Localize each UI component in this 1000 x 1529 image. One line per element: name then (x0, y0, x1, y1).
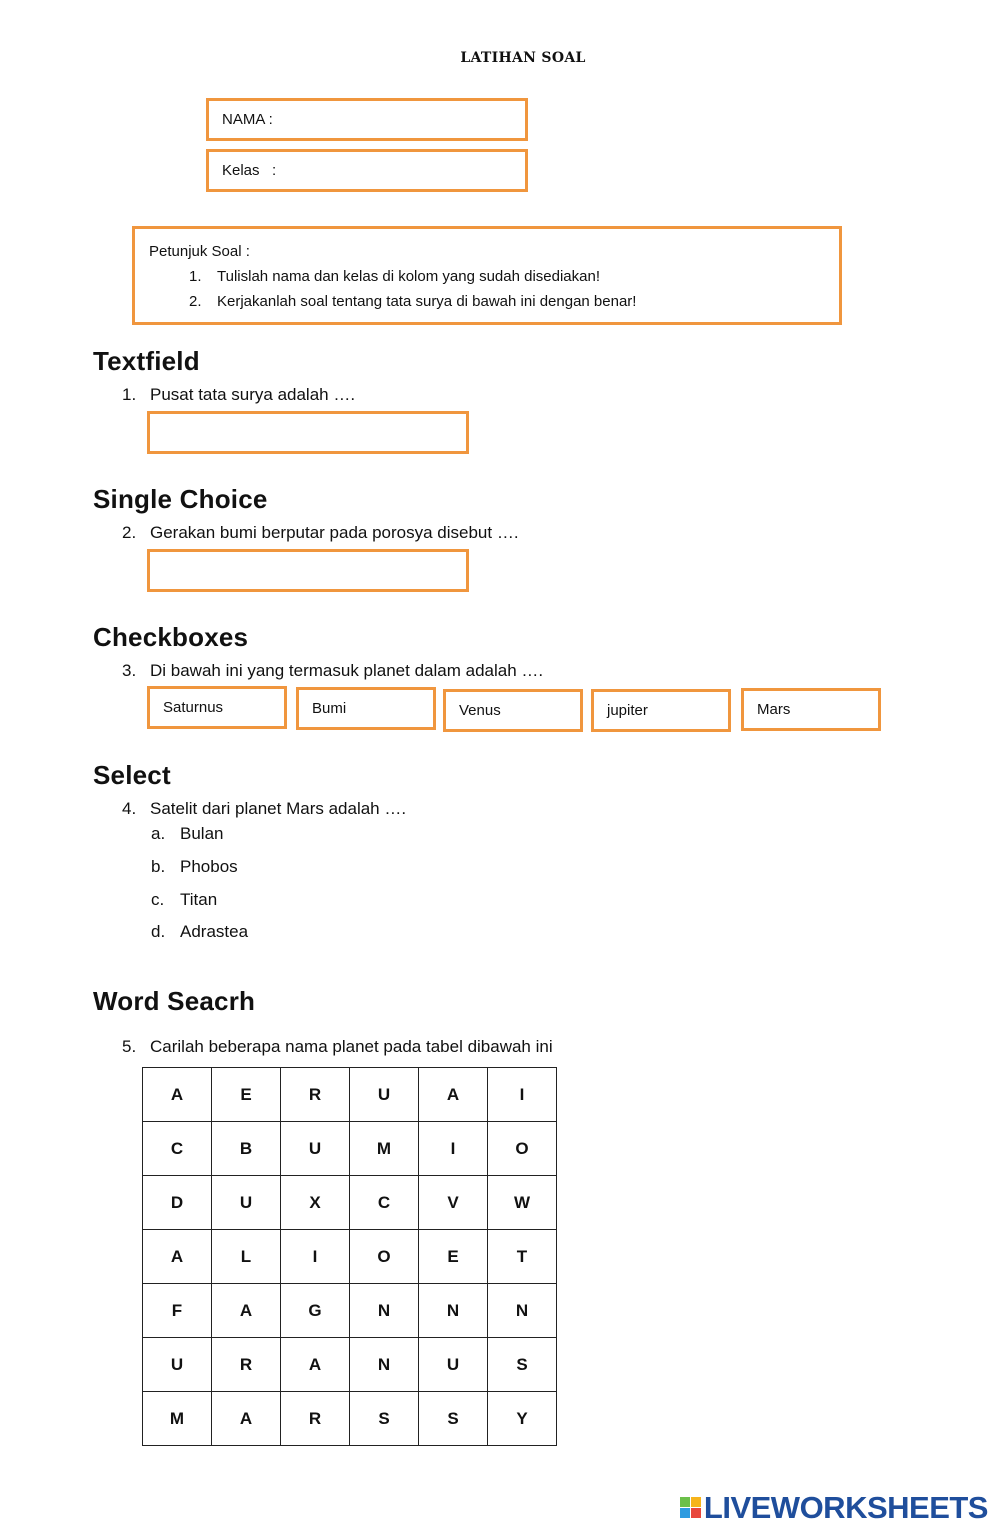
grid-cell[interactable]: S (488, 1338, 557, 1392)
grid-cell[interactable]: E (212, 1068, 281, 1122)
grid-cell[interactable]: N (350, 1284, 419, 1338)
checkbox-option-venus[interactable]: Venus (443, 689, 583, 732)
instruction-item: 1. Tulislah nama dan kelas di kolom yang sudah disediakan! (189, 268, 601, 285)
grid-cell[interactable]: E (419, 1230, 488, 1284)
instructions-heading: Petunjuk Soal : (149, 243, 250, 260)
grid-cell[interactable]: M (143, 1392, 212, 1446)
liveworksheets-logo-icon (680, 1497, 702, 1519)
name-label: NAMA : (222, 111, 273, 128)
grid-cell[interactable]: U (350, 1068, 419, 1122)
grid-cell[interactable]: T (488, 1230, 557, 1284)
grid-cell[interactable]: N (350, 1338, 419, 1392)
page-title: LATIHAN SOAL (460, 50, 586, 66)
grid-cell[interactable]: A (212, 1392, 281, 1446)
class-label: Kelas : (222, 162, 277, 179)
grid-cell[interactable]: W (488, 1176, 557, 1230)
grid-cell[interactable]: O (488, 1122, 557, 1176)
grid-cell[interactable]: U (281, 1122, 350, 1176)
class-field[interactable] (206, 149, 528, 192)
word-search-grid (142, 1067, 557, 1446)
liveworksheets-logo (680, 1490, 988, 1526)
grid-row (143, 1068, 557, 1122)
checkbox-option-bumi[interactable]: Bumi (296, 687, 436, 730)
grid-row (143, 1230, 557, 1284)
answer-2-input[interactable] (147, 549, 469, 592)
checkbox-option-jupiter[interactable]: jupiter (591, 689, 731, 732)
name-field[interactable] (206, 98, 528, 141)
grid-cell[interactable]: U (212, 1176, 281, 1230)
grid-cell[interactable]: U (143, 1338, 212, 1392)
grid-cell[interactable]: M (350, 1122, 419, 1176)
grid-cell[interactable]: S (350, 1392, 419, 1446)
grid-row (143, 1284, 557, 1338)
grid-cell[interactable]: A (143, 1068, 212, 1122)
grid-cell[interactable]: S (419, 1392, 488, 1446)
grid-row (143, 1122, 557, 1176)
checkbox-option-saturnus[interactable]: Saturnus (147, 686, 287, 729)
instructions-box (132, 226, 842, 325)
grid-cell[interactable]: I (419, 1122, 488, 1176)
select-option-b[interactable]: b. Phobos (151, 857, 238, 876)
grid-cell[interactable]: I (488, 1068, 557, 1122)
question-1: 1. Pusat tata surya adalah …. (122, 385, 356, 404)
grid-cell[interactable]: G (281, 1284, 350, 1338)
grid-cell[interactable]: A (281, 1338, 350, 1392)
grid-cell[interactable]: U (419, 1338, 488, 1392)
select-option-a[interactable]: a. Bulan (151, 824, 224, 843)
grid-row (143, 1392, 557, 1446)
instruction-item: 2. Kerjakanlah soal tentang tata surya di bawah ini dengan benar! (189, 293, 637, 310)
grid-cell[interactable]: R (281, 1068, 350, 1122)
section-heading-word-search: Word Seacrh (93, 986, 256, 1016)
grid-cell[interactable]: V (419, 1176, 488, 1230)
question-5: 5. Carilah beberapa nama planet pada tabel dibawah ini (122, 1037, 553, 1056)
grid-row (143, 1176, 557, 1230)
grid-row (143, 1338, 557, 1392)
section-heading-checkboxes: Checkboxes (93, 622, 249, 652)
answer-1-input[interactable] (147, 411, 469, 454)
grid-cell[interactable]: B (212, 1122, 281, 1176)
grid-cell[interactable]: C (350, 1176, 419, 1230)
grid-cell[interactable]: F (143, 1284, 212, 1338)
grid-cell[interactable]: X (281, 1176, 350, 1230)
grid-cell[interactable]: A (419, 1068, 488, 1122)
logo-wordmark: LIVEWORKSHEETS (703, 1490, 988, 1525)
select-option-c[interactable]: c. Titan (151, 890, 218, 909)
grid-cell[interactable]: A (212, 1284, 281, 1338)
grid-cell[interactable]: O (350, 1230, 419, 1284)
question-4: 4. Satelit dari planet Mars adalah …. (122, 799, 407, 818)
section-heading-single-choice: Single Choice (93, 484, 268, 514)
grid-cell[interactable]: L (212, 1230, 281, 1284)
section-heading-textfield: Textfield (93, 346, 200, 376)
grid-cell[interactable]: R (281, 1392, 350, 1446)
select-option-d[interactable]: d. Adrastea (151, 922, 249, 941)
question-2: 2. Gerakan bumi berputar pada porosya disebut …. (122, 523, 519, 542)
grid-cell[interactable]: I (281, 1230, 350, 1284)
section-heading-select: Select (93, 760, 171, 790)
grid-cell[interactable]: N (419, 1284, 488, 1338)
grid-cell[interactable]: Y (488, 1392, 557, 1446)
grid-cell[interactable]: N (488, 1284, 557, 1338)
grid-cell[interactable]: A (143, 1230, 212, 1284)
grid-cell[interactable]: R (212, 1338, 281, 1392)
checkbox-option-mars[interactable]: Mars (741, 688, 881, 731)
grid-cell[interactable]: C (143, 1122, 212, 1176)
grid-cell[interactable]: D (143, 1176, 212, 1230)
question-3: 3. Di bawah ini yang termasuk planet dalam adalah …. (122, 661, 544, 680)
